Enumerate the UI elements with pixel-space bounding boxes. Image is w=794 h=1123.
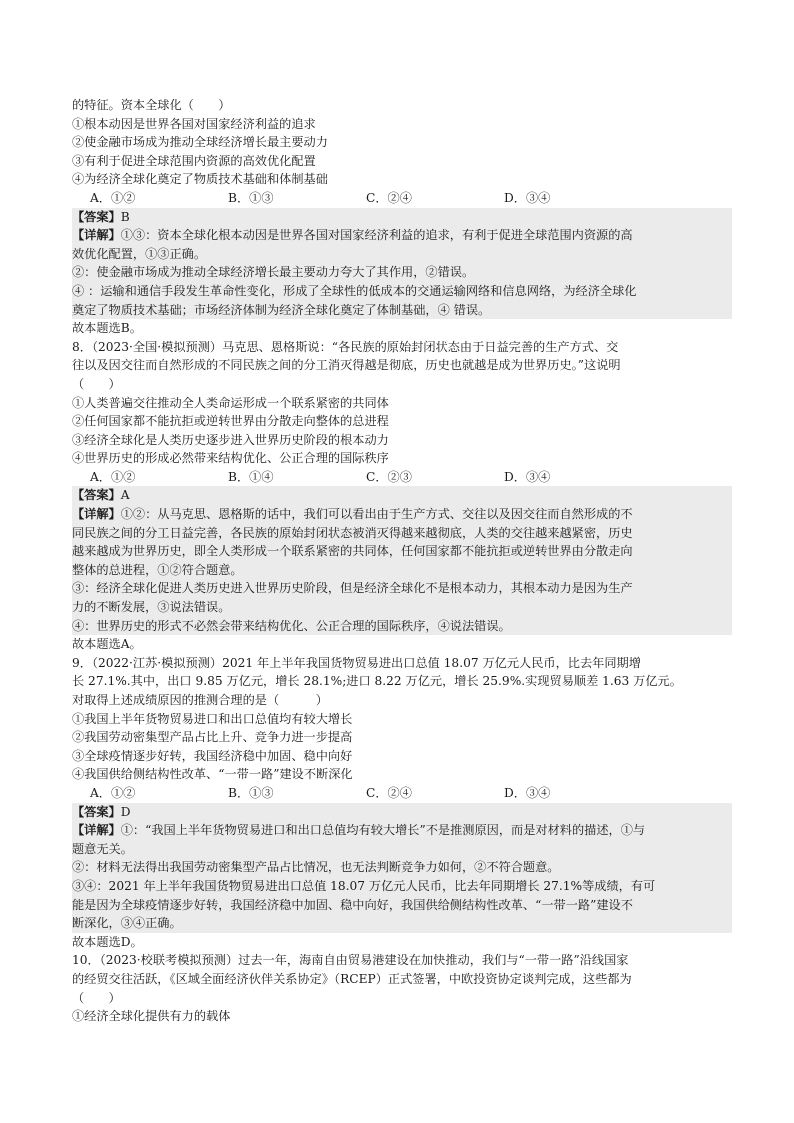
question-10 — [72, 951, 732, 1025]
detail-line — [72, 821, 732, 840]
detail-block — [72, 226, 732, 319]
option-d: D．③④ — [504, 469, 551, 484]
detail-label: 【详解】 — [72, 823, 121, 838]
detail-line: 能是因为全球疫情逐步好转，我国经济稳中加固、稳中向好，我国供给侧结构性改革、“一带一路”建设不 — [72, 897, 633, 912]
choice-item: ①根本动因是世界各国对国家经济利益的追求 — [72, 116, 316, 131]
answer-label: 【答案】 — [72, 804, 121, 819]
answer-line — [72, 803, 732, 822]
options-row — [72, 189, 732, 208]
detail-line: 越来越成为世界历史，即全人类形成一个联系紧密的共同体，任何国家都不能抗拒或逆转世界由分散走向 — [72, 544, 633, 559]
choice-item: ③全球疫情逐步好转，我国经济稳中加固、稳中向好 — [72, 748, 353, 763]
options-row — [72, 784, 732, 803]
detail-label: 【详解】 — [72, 228, 121, 243]
option-d: D．③④ — [504, 785, 551, 800]
option-c: C．②③ — [366, 469, 412, 484]
choice-item: ①我国上半年货物贸易进口和出口总值均有较大增长 — [72, 711, 353, 726]
question-stem: 9．（2022·江苏·模拟预测）2021 年上半年我国货物贸易进出口总值 18.07 万亿元人民币，比去年同期增 — [72, 655, 641, 670]
detail-text: ①②：从马克思、恩格斯的话中，我们可以看出由于生产方式、交往以及因交往而自然形成的不 — [120, 507, 633, 522]
question-stem: （ ） — [72, 990, 121, 1005]
question-7 — [72, 96, 732, 338]
conclusion: 故本题选A。 — [72, 637, 142, 652]
question-stem: 8．（2023·全国·模拟预测）马克思、恩格斯说：“各民族的原始封闭状态由于日益完善的生产方式、交 — [72, 339, 619, 354]
question-stem: 往以及因交往而自然形成的不同民族之间的分工消灭得越是彻底，历史也就越是成为世界历史。”这说明 — [72, 358, 621, 373]
answer-value: A — [120, 488, 130, 503]
choice-item: ③经济全球化是人类历史逐步进入世界历史阶段的根本动力 — [72, 432, 389, 447]
detail-line: 断深化，③④正确。 — [72, 916, 182, 931]
choice-item: ④世界历史的形成必然带来结构优化、公正合理的国际秩序 — [72, 451, 389, 466]
option-b: B．①③ — [228, 190, 274, 205]
detail-line: ③④：2021 年上半年我国货物贸易进出口总值 18.07 万亿元人民币，比去年同期增长 27.1%等成绩，有可 — [72, 878, 656, 893]
conclusion: 故本题选B。 — [72, 321, 142, 336]
answer-label: 【答案】 — [72, 209, 121, 224]
answer-value: D — [120, 804, 131, 819]
question-stem: 10．（2023·校联考模拟预测）过去一年，海南自由贸易港建设在加快推动，我们与“一带一路”沿线国家 — [72, 953, 629, 968]
detail-line: ③：经济全球化促进人类历史进入世界历史阶段，但是经济全球化不是根本动力，其根本动力是因为生产 — [72, 581, 633, 596]
detail-line: ②：使金融市场成为推动全球经济增长最主要动力夸大了其作用，②错误。 — [72, 265, 475, 280]
question-stem: 对取得上述成绩原因的推测合理的是（ ） — [72, 693, 328, 707]
conclusion: 故本题选D。 — [72, 934, 143, 949]
detail-line — [72, 226, 732, 245]
option-c: C．②④ — [366, 785, 412, 800]
option-d: D．③④ — [504, 190, 551, 205]
choice-item: ①人类普遍交往推动全人类命运形成一个联系紧密的共同体 — [72, 395, 389, 410]
detail-line: 力的不断发展，③说法错误。 — [72, 600, 231, 615]
document-page — [72, 96, 732, 1026]
answer-label: 【答案】 — [72, 488, 121, 503]
detail-block — [72, 821, 732, 933]
option-a: A．①② — [90, 785, 136, 800]
detail-line: ④ ：运输和通信手段发生革命性变化，形成了全球性的低成本的交通运输网络和信息网络，为经济全球化 — [72, 283, 637, 298]
option-a: A．①② — [90, 190, 136, 205]
options-row — [72, 468, 732, 487]
choice-item: ③有利于促进全球范围内资源的高效优化配置 — [72, 153, 316, 168]
detail-line: 整体的总进程，①②符合题意。 — [72, 562, 243, 577]
detail-line — [72, 505, 732, 524]
choice-item: ④我国供给侧结构性改革、“一带一路”建设不断深化 — [72, 767, 353, 782]
choice-item: ①经济全球化提供有力的载体 — [72, 1009, 231, 1024]
question-8 — [72, 338, 732, 654]
option-c: C．②④ — [366, 190, 412, 205]
question-stem: 的特征。资本全球化（ ） — [72, 98, 231, 112]
detail-line: ②：材料无法得出我国劳动密集型产品占比情况，也无法判断竞争力如何，②不符合题意。 — [72, 860, 560, 875]
answer-value: B — [120, 209, 130, 224]
detail-line: 奠定了物质技术基础；市场经济体制为经济全球化奠定了体制基础，④ 错误。 — [72, 302, 491, 317]
detail-line: 同民族之间的分工日益完善，各民族的原始封闭状态被消灭得越来越彻底，人类的交往越来越紧密，历史 — [72, 525, 633, 540]
detail-text: ①：“我国上半年货物贸易进口和出口总值均有较大增长”不是推测原因，而是对材料的描述，①与 — [120, 823, 646, 838]
detail-line: 效优化配置，①③正确。 — [72, 246, 207, 261]
choice-item: ②我国劳动密集型产品占比上升、竞争力进一步提高 — [72, 730, 353, 745]
option-b: B．①④ — [228, 469, 274, 484]
answer-line — [72, 208, 732, 227]
choice-item: ②任何国家都不能抗拒或逆转世界由分散走向整体的总进程 — [72, 414, 389, 429]
choice-item: ②使金融市场成为推动全球经济增长最主要动力 — [72, 135, 328, 150]
option-a: A．①② — [90, 469, 136, 484]
question-9 — [72, 654, 732, 952]
question-stem: （ ） — [72, 376, 121, 391]
question-stem: 的经贸交往活跃，《区域全面经济伙伴关系协定》（RCEP）正式签署，中欧投资协定谈判完成，这些都为 — [72, 971, 632, 986]
detail-line: 题意无关。 — [72, 841, 133, 856]
detail-line: ④：世界历史的形式不必然会带来结构优化、公正合理的国际秩序，④说法错误。 — [72, 618, 511, 633]
detail-text: ①③：资本全球化根本动因是世界各国对国家经济利益的追求，有利于促进全球范围内资源的高 — [120, 228, 633, 243]
choice-item: ④为经济全球化奠定了物质技术基础和体制基础 — [72, 172, 328, 187]
detail-block — [72, 505, 732, 635]
option-b: B．①③ — [228, 785, 274, 800]
question-stem: 长 27.1%.其中，出口 9.85 万亿元，增长 28.1%;进口 8.22 万亿元，增长 25.9%.实现贸易顺差 1.63 万亿元。 — [72, 674, 682, 689]
detail-label: 【详解】 — [72, 507, 121, 522]
answer-line — [72, 486, 732, 505]
